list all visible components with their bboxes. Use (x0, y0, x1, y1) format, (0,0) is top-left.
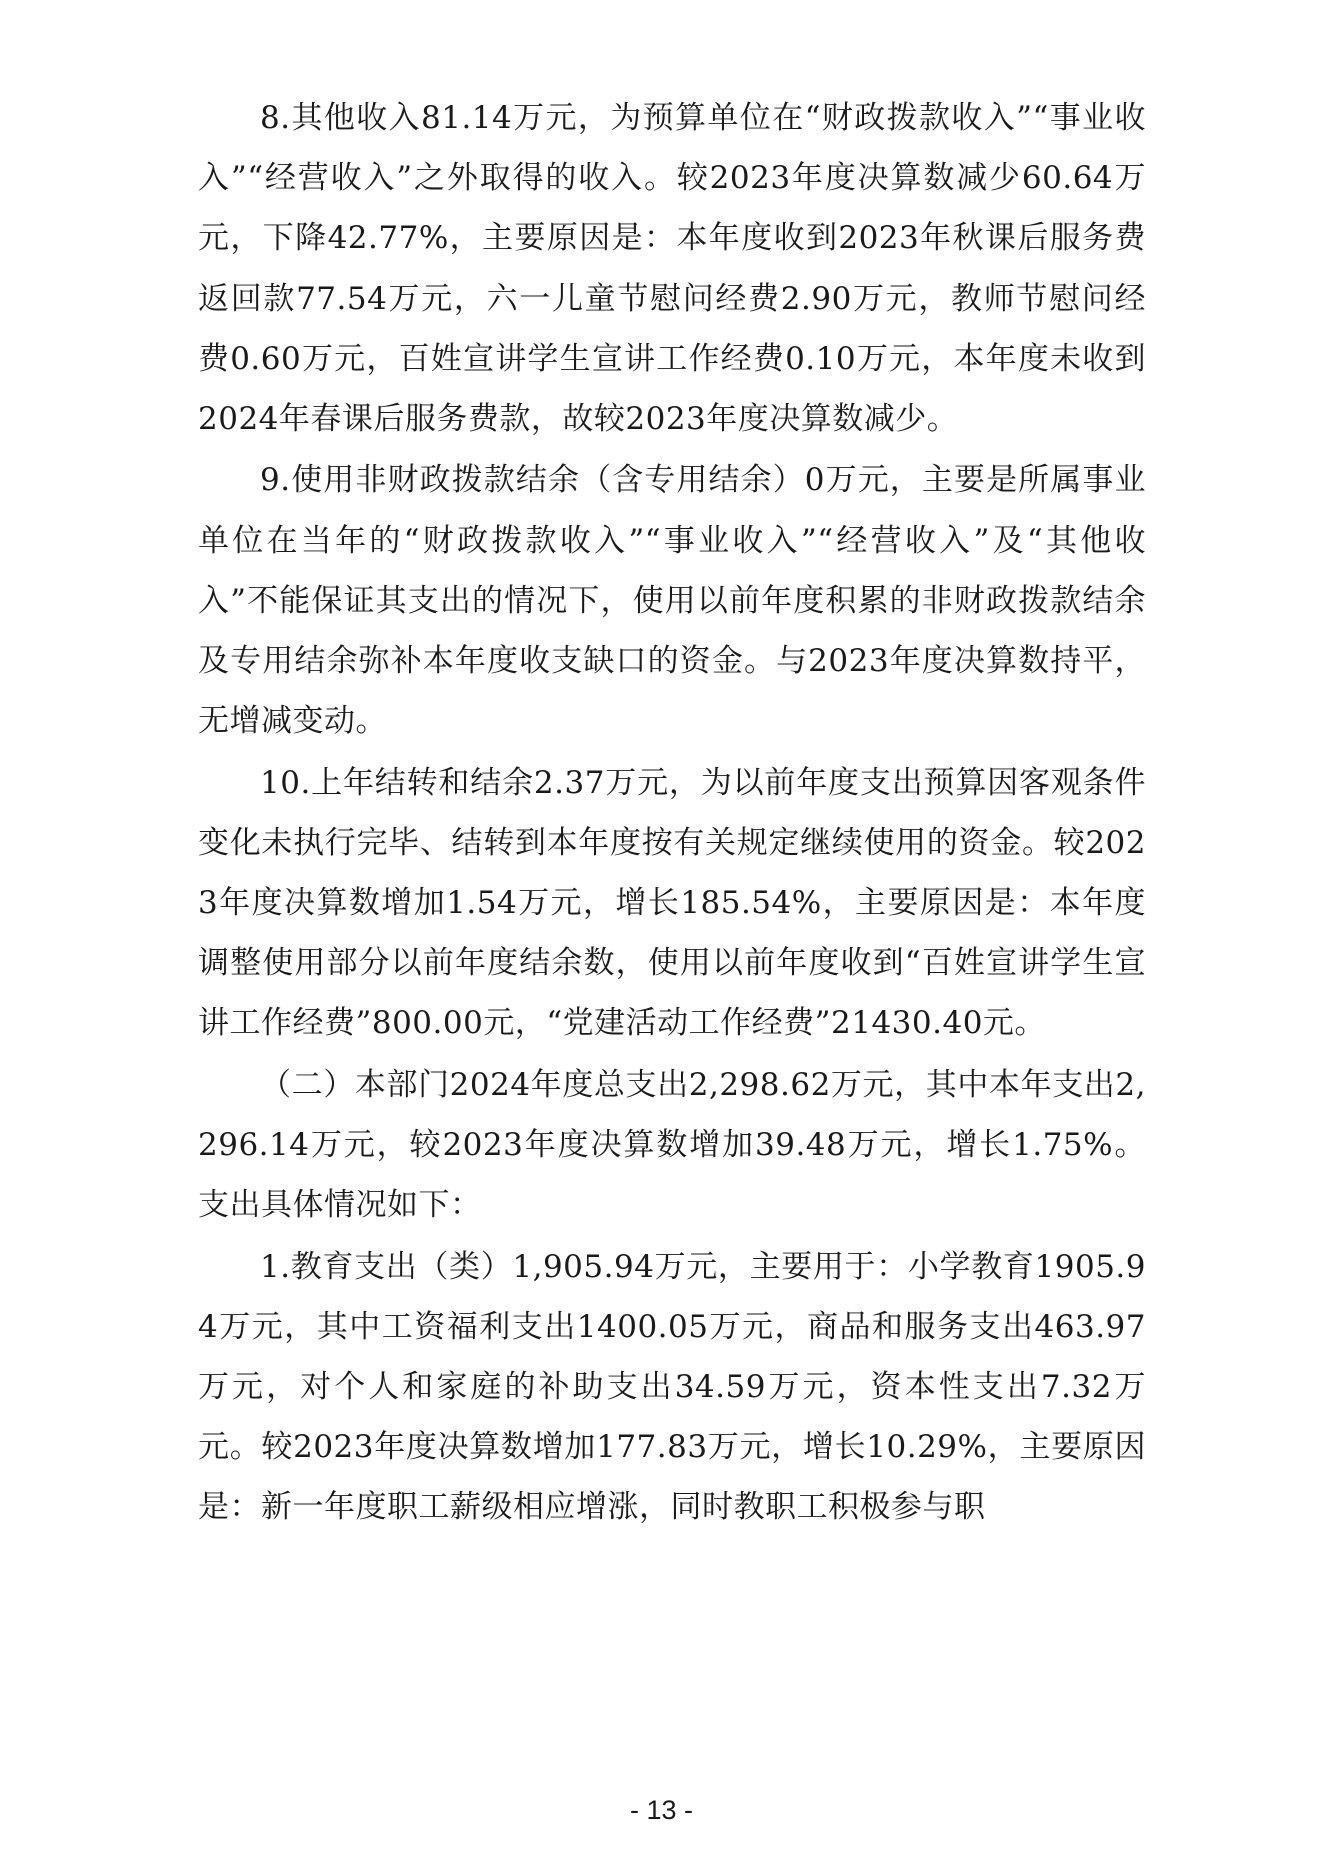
document-body (198, 88, 1146, 1538)
paragraph-education-expenditure: 1.教育支出（类）1,905.94万元，主要用于：小学教育1905.94万元，其中工资福利支出1400.05万元，商品和服务支出463.97万元，对个人和家庭的补助支出34.59万元，资本性支出7.32万元。较2023年度决算数增加177.83万元，增长10.29%，主要原因是：新一年度职工薪级相应增涨，同时教职工积极参与职 (198, 1248, 1146, 1526)
page-number: - 13 - (629, 1795, 694, 1825)
paragraph-prior-year-carryover: 10.上年结转和结余2.37万元，为以前年度支出预算因客观条件变化未执行完毕、结转到本年度按有关规定继续使用的资金。较2023年度决算数增加1.54万元，增长185.54%，主要原因是：本年度调整使用部分以前年度结余数，使用以前年度收到“百姓宣讲学生宣讲工作经费”800.00元，“党建活动工作经费”21430.40元。 (198, 764, 1146, 1042)
paragraph-other-income: 8.其他收入81.14万元，为预算单位在“财政拨款收入”“事业收入”“经营收入”之外取得的收入。较2023年度决算数减少60.64万元，下降42.77%，主要原因是：本年度收到2023年秋课后服务费返回款77.54万元，六一儿童节慰问经费2.90万元，教师节慰问经费0.60万元，百姓宣讲学生宣讲工作经费0.10万元，本年度未收到2024年春课后服务费款，故较2023年度决算数减少。 (198, 100, 1146, 438)
paragraph-total-expenditure: （二）本部门2024年度总支出2,298.62万元，其中本年支出2,296.14万元，较2023年度决算数增加39.48万元，增长1.75%。支出具体情况如下： (198, 1066, 1146, 1224)
paragraph-non-fiscal-balance: 9.使用非财政拨款结余（含专用结余）0万元，主要是所属事业单位在当年的“财政拨款收入”“事业收入”“经营收入”及“其他收入”不能保证其支出的情况下，使用以前年度积累的非财政拨款结余及专用结余弥补本年度收支缺口的资金。与2023年度决算数持平，无增减变动。 (198, 462, 1146, 740)
